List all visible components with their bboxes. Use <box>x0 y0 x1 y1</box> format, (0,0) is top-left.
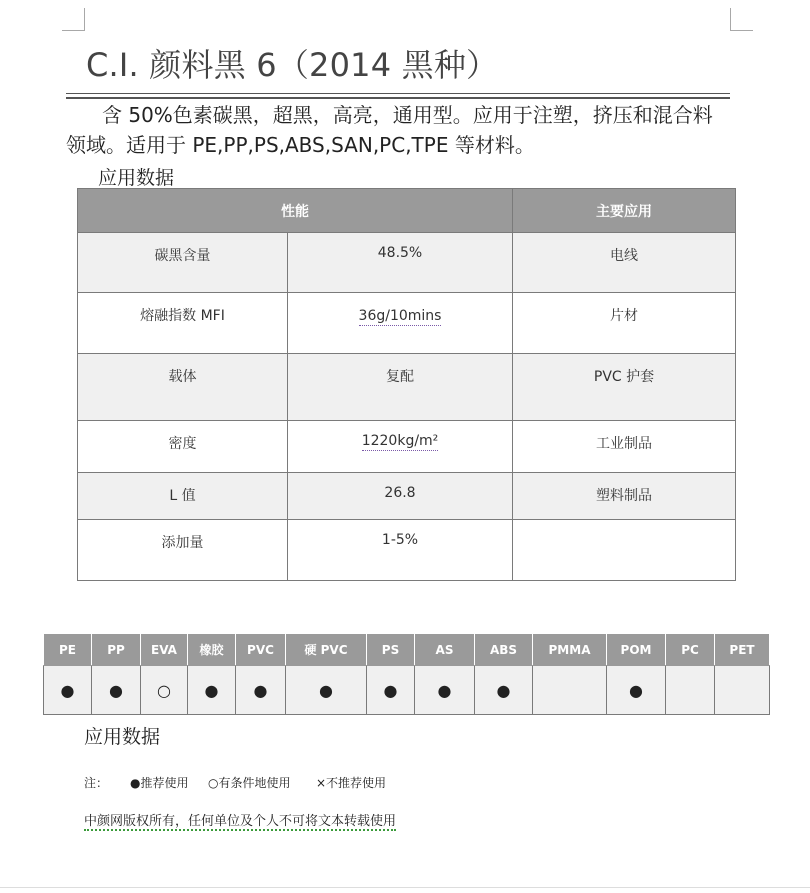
legend-note <box>84 774 386 791</box>
suitability-mark: ● <box>475 666 533 715</box>
property-value: 48.5% <box>288 233 513 293</box>
properties-header-row <box>78 189 736 233</box>
suitability-mark: ○ <box>141 666 188 715</box>
application: 塑料制品 <box>513 473 736 520</box>
property-value: 1-5% <box>288 520 513 581</box>
property-name: L 值 <box>78 473 288 520</box>
header-properties: 性能 <box>78 189 513 233</box>
material-header: PVC <box>236 634 286 666</box>
property-value-text: 1220kg/m² <box>361 433 439 449</box>
property-value <box>288 293 513 354</box>
properties-table <box>77 188 736 581</box>
material-header: POM <box>607 634 666 666</box>
table-row <box>78 293 736 354</box>
section-label-bottom: 应用数据 <box>84 726 161 748</box>
table-row <box>78 473 736 520</box>
table-row <box>78 354 736 421</box>
property-value-text: 36g/10mins <box>358 308 442 324</box>
suitability-mark <box>666 666 715 715</box>
application: 电线 <box>513 233 736 293</box>
copyright-notice <box>84 810 396 829</box>
materials-table <box>43 633 770 715</box>
material-header: PS <box>367 634 415 666</box>
material-header: PC <box>666 634 715 666</box>
table-row <box>78 520 736 581</box>
suitability-mark: ● <box>236 666 286 715</box>
suitability-mark: ● <box>286 666 367 715</box>
property-name <box>78 293 288 354</box>
property-name: 添加量 <box>78 520 288 581</box>
property-value: 复配 <box>288 354 513 421</box>
application: 片材 <box>513 293 736 354</box>
materials-mark-row <box>44 666 770 715</box>
suitability-mark: ● <box>92 666 141 715</box>
material-header: PET <box>715 634 770 666</box>
copyright-text: 中颜网版权所有，任何单位及个人不可将文本转载使用 <box>84 814 397 829</box>
legend-not-recommended: ×不推荐使用 <box>316 776 387 790</box>
suitability-mark: ● <box>607 666 666 715</box>
application <box>513 520 736 581</box>
legend-recommended: ●推荐使用 <box>130 776 189 790</box>
material-header: EVA <box>141 634 188 666</box>
application: PVC 护套 <box>513 354 736 421</box>
title-rule-thick <box>66 97 730 99</box>
legend-conditional: ○有条件地使用 <box>208 776 291 790</box>
page-bottom-divider <box>0 887 810 888</box>
title-rule-thin <box>66 93 730 94</box>
material-header: 橡胶 <box>188 634 236 666</box>
materials-header-row <box>44 634 770 666</box>
property-value <box>288 421 513 473</box>
material-header: PMMA <box>533 634 607 666</box>
material-header: PE <box>44 634 92 666</box>
intro-text: 含 50%色素碳黑，超黑，高亮，通用型。应用于注塑，挤压和混合料领域。适用于 PE,PP,PS,ABS,SAN,PC,TPE 等材料。 <box>66 103 713 157</box>
table-row <box>78 233 736 293</box>
document-title: C.I. 颜料黑 6（2014 黑种） <box>86 46 499 84</box>
legend-prefix: 注： <box>84 776 109 790</box>
material-header: 硬 PVC <box>286 634 367 666</box>
section-label-top: 应用数据 <box>98 167 175 189</box>
property-name: 碳黑含量 <box>78 233 288 293</box>
suitability-mark: ● <box>367 666 415 715</box>
material-header: AS <box>415 634 475 666</box>
intro-paragraph <box>66 100 730 160</box>
suitability-mark: ● <box>44 666 92 715</box>
property-value: 26.8 <box>288 473 513 520</box>
property-name: 密度 <box>78 421 288 473</box>
suitability-mark <box>533 666 607 715</box>
page-corner-mark-left <box>62 8 85 31</box>
material-header: PP <box>92 634 141 666</box>
property-name: 载体 <box>78 354 288 421</box>
material-header: ABS <box>475 634 533 666</box>
table-row <box>78 421 736 473</box>
suitability-mark: ● <box>415 666 475 715</box>
suitability-mark: ● <box>188 666 236 715</box>
property-name-text: 熔融指数 MFI <box>140 308 225 324</box>
application: 工业制品 <box>513 421 736 473</box>
suitability-mark <box>715 666 770 715</box>
header-applications: 主要应用 <box>513 189 736 233</box>
page-corner-mark-right <box>730 8 753 31</box>
